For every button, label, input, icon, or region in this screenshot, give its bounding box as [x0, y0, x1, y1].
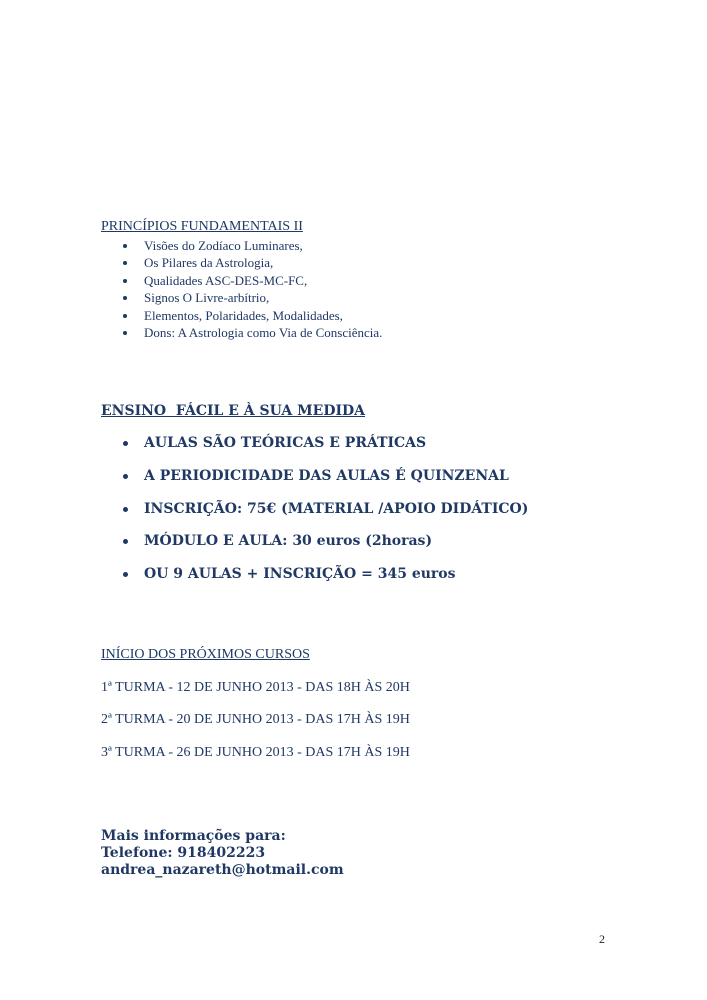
- contact-heading: Mais informações para:: [101, 828, 286, 844]
- list-item: AULAS SÃO TEÓRICAS E PRÁTICAS: [101, 434, 528, 452]
- principios-title: PRINCÍPIOS FUNDAMENTAIS II: [101, 219, 303, 234]
- list-item: Signos O Livre-arbítrio,: [101, 289, 382, 306]
- list-item: MÓDULO E AULA: 30 euros (2horas): [101, 532, 528, 550]
- ensino-title: ENSINO FÁCIL E À SUA MEDIDA: [101, 403, 366, 419]
- list-item: Dons: A Astrologia como Via de Consciência.: [101, 324, 382, 341]
- principios-list: [101, 237, 382, 341]
- page-number: 2: [599, 932, 605, 946]
- contact-phone: Telefone: 918402223: [101, 845, 266, 861]
- list-item: OU 9 AULAS + INSCRIÇÃO = 345 euros: [101, 565, 528, 583]
- turma-line: 1ª TURMA - 12 DE JUNHO 2013 - DAS 18H ÀS 20H: [101, 680, 410, 695]
- turma-line: 2ª TURMA - 20 DE JUNHO 2013 - DAS 17H ÀS 19H: [101, 712, 410, 727]
- contact-block: [101, 828, 344, 879]
- list-item: Qualidades ASC-DES-MC-FC,: [101, 272, 382, 289]
- ensino-list: [101, 434, 528, 598]
- list-item: INSCRIÇÃO: 75€ (MATERIAL /APOIO DIDÁTICO): [101, 500, 528, 518]
- list-item: A PERIODICIDADE DAS AULAS É QUINZENAL: [101, 467, 528, 485]
- list-item: Os Pilares da Astrologia,: [101, 254, 382, 271]
- list-item: Elementos, Polaridades, Modalidades,: [101, 307, 382, 324]
- turma-line: 3ª TURMA - 26 DE JUNHO 2013 - DAS 17H ÀS 19H: [101, 745, 410, 760]
- cursos-title: INÍCIO DOS PRÓXIMOS CURSOS: [101, 647, 310, 662]
- contact-email: andrea_nazareth@hotmail.com: [101, 862, 344, 878]
- list-item: Visões do Zodíaco Luminares,: [101, 237, 382, 254]
